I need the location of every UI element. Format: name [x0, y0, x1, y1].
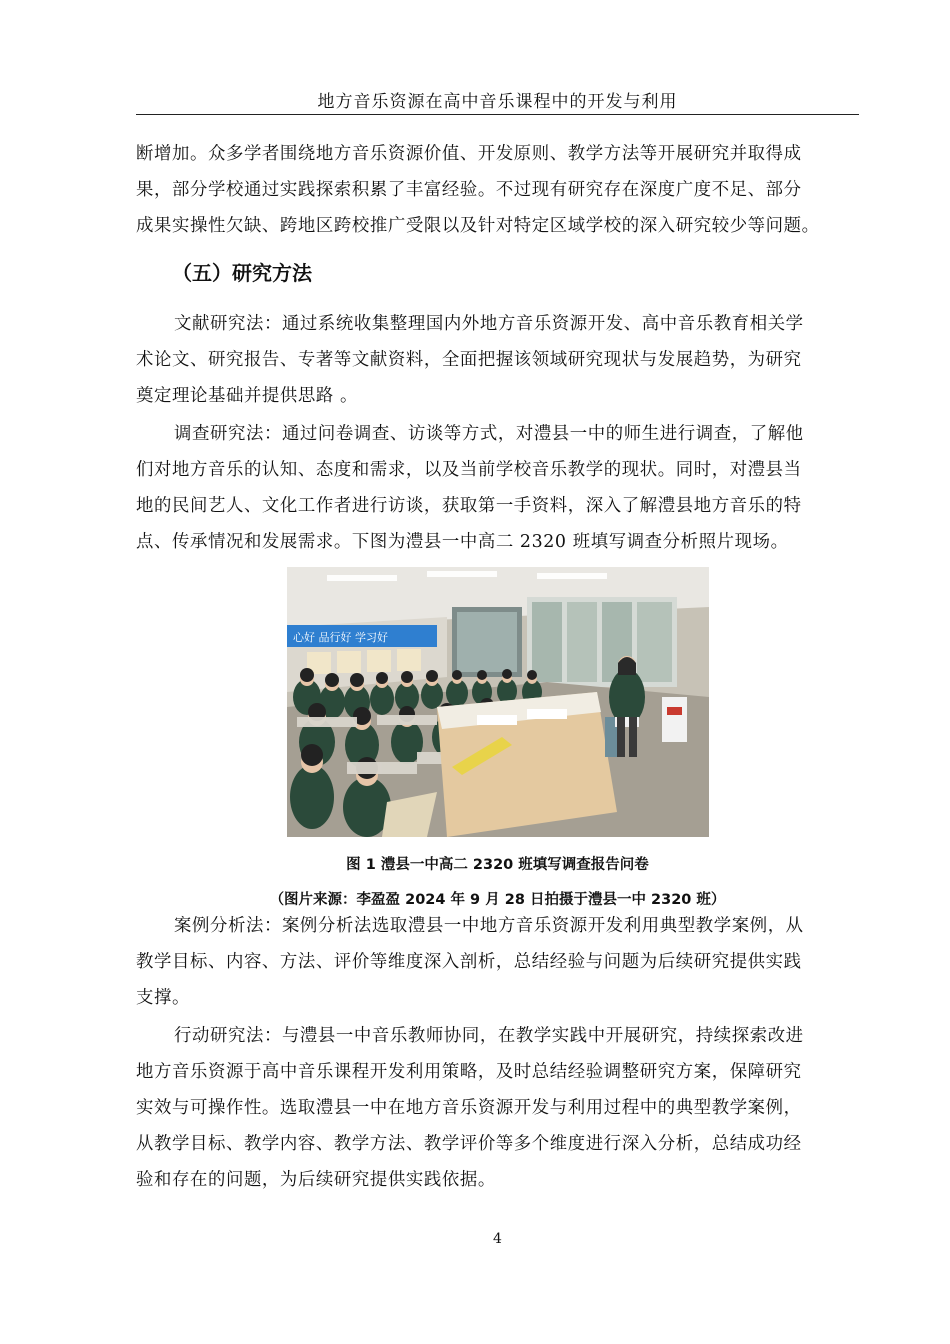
- paragraph-line: 教学目标、内容、方法、评价等维度深入剖析，总结经验与问题为后续研究提供实践: [136, 952, 802, 972]
- paragraph-line: 支撑。: [136, 988, 190, 1008]
- paragraph-line: 点、传承情况和发展需求。下图为澧县一中高二 2320 班填写调查分析照片现场。: [136, 532, 789, 552]
- paragraph-line: 验和存在的问题，为后续研究提供实践依据。: [136, 1170, 496, 1190]
- paragraph-line: 行动研究法：与澧县一中音乐教师协同，在教学实践中开展研究，持续探索改进: [174, 1026, 804, 1046]
- paragraph-line: 们对地方音乐的认知、态度和需求，以及当前学校音乐教学的现状。同时，对澧县当: [136, 460, 802, 480]
- page-number: 4: [493, 1231, 502, 1247]
- paragraph-line: 术论文、研究报告、专著等文献资料，全面把握该领域研究现状与发展趋势，为研究: [136, 350, 802, 370]
- paragraph-line: 从教学目标、教学内容、教学方法、教学评价等多个维度进行深入分析，总结成功经: [136, 1134, 802, 1154]
- survey-method-paragraph: [136, 416, 859, 560]
- paragraph-line: 成果实操性欠缺、跨地区跨校推广受限以及针对特定区域学校的深入研究较少等问题。: [136, 216, 820, 236]
- paragraph-line: 地方音乐资源于高中音乐课程开发利用策略，及时总结经验调整研究方案，保障研究: [136, 1062, 802, 1082]
- paragraph-line: 果，部分学校通过实践探索积累了丰富经验。不过现有研究存在深度广度不足、部分: [136, 180, 802, 200]
- paragraph-line: 断增加。众多学者围绕地方音乐资源价值、开发原则、教学方法等开展研究并取得成: [136, 144, 802, 164]
- figure-caption: 图 1 澧县一中高二 2320 班填写调查报告问卷: [346, 857, 649, 873]
- classroom-photo: [287, 567, 709, 837]
- literature-method-paragraph: [136, 306, 859, 414]
- classroom-banner-text: 心好 品行好 学习好: [293, 631, 388, 644]
- paragraph-line: 奠定理论基础并提供思路 。: [136, 386, 359, 406]
- running-header: 地方音乐资源在高中音乐课程中的开发与利用: [317, 92, 678, 112]
- paragraph-line: 实效与可操作性。选取澧县一中在地方音乐资源开发与利用过程中的典型教学案例，: [136, 1098, 802, 1118]
- case-method-paragraph: [136, 908, 859, 1016]
- section-heading: （五）研究方法: [172, 261, 312, 285]
- paragraph-line: 文献研究法：通过系统收集整理国内外地方音乐资源开发、高中音乐教育相关学: [174, 314, 804, 334]
- paragraph-line: 案例分析法：案例分析法选取澧县一中地方音乐资源开发利用典型教学案例，从: [174, 916, 804, 936]
- paragraph-line: 调查研究法：通过问卷调查、访谈等方式，对澧县一中的师生进行调查，了解他: [174, 424, 804, 444]
- intro-paragraph: [136, 136, 859, 244]
- header-rule: [136, 114, 859, 115]
- paragraph-line: 地的民间艺人、文化工作者进行访谈，获取第一手资料，深入了解澧县地方音乐的特: [136, 496, 802, 516]
- action-method-paragraph: [136, 1018, 859, 1198]
- figure-source: （图片来源：李盈盈 2024 年 9 月 28 日拍摄于澧县一中 2320 班）: [269, 892, 726, 908]
